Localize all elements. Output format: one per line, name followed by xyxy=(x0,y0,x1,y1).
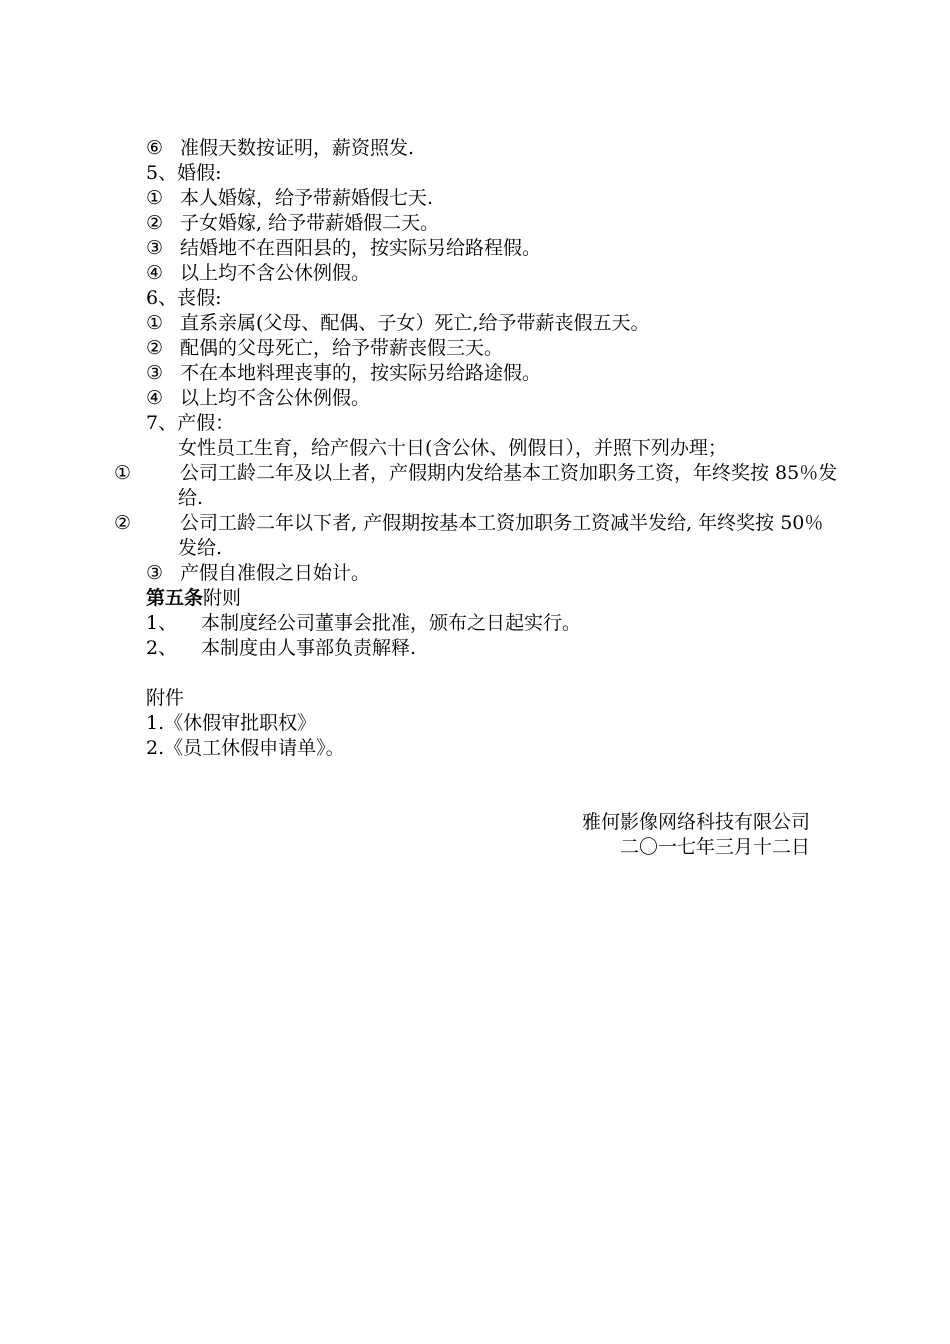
list-item xyxy=(146,186,433,211)
article-heading xyxy=(146,586,241,611)
item-text: 公司工龄二年及以上者，产假期内发给基本工资加职务工资，年终奖按 85％发给. xyxy=(178,462,838,509)
list-item xyxy=(146,336,503,361)
signature-date: 二〇一七年三月十二日 xyxy=(619,836,810,858)
list-item xyxy=(146,211,439,236)
item-marker: ④ xyxy=(146,262,164,284)
item-text: 直系亲属(父母、配偶、子女）死亡,给予带薪丧假五天。 xyxy=(180,312,650,334)
item-marker: ③ xyxy=(146,362,164,384)
item-marker: ① xyxy=(114,462,132,484)
item-text: 本制度经公司董事会批准，颁布之日起实行。 xyxy=(201,612,582,634)
item-number: 2、 xyxy=(146,637,178,659)
attachment-item: 1.《休假审批职权》 xyxy=(146,712,317,734)
list-item xyxy=(146,236,541,261)
list-item xyxy=(114,461,838,511)
item-text: 配偶的父母死亡，给予带薪丧假三天。 xyxy=(180,337,504,359)
list-item xyxy=(146,386,370,411)
list-item xyxy=(146,611,581,636)
list-item xyxy=(146,636,416,661)
item-marker: ② xyxy=(146,212,164,234)
item-text: 本制度由人事部负责解释. xyxy=(201,637,417,659)
list-item xyxy=(114,511,838,561)
item-marker: ② xyxy=(114,512,132,534)
item-text: 不在本地料理丧事的，按实际另给路途假。 xyxy=(180,362,542,384)
article-number: 第五条 xyxy=(146,587,204,609)
list-item xyxy=(146,311,649,336)
item-marker: ⑥ xyxy=(146,137,164,159)
item-number: 1、 xyxy=(146,612,178,634)
item-marker: ② xyxy=(146,337,164,359)
list-item xyxy=(146,561,370,586)
item-marker: ③ xyxy=(146,237,164,259)
section-heading: 5、婚假: xyxy=(146,162,222,184)
section-heading: 7、产假： xyxy=(146,412,235,434)
company-signature: 雅何影像网络科技有限公司 xyxy=(581,811,810,833)
attachments-heading: 附件 xyxy=(146,687,185,709)
item-text: 准假天数按证明，薪资照发. xyxy=(180,137,415,159)
list-item xyxy=(146,136,414,161)
item-text: 本人婚嫁，给予带薪婚假七天. xyxy=(180,187,434,209)
item-text: 以上均不含公休例假。 xyxy=(180,262,371,284)
paragraph: 女性员工生育，给产假六十日(含公休、例假日），并照下列办理； xyxy=(178,437,727,459)
item-text: 子女婚嫁, 给予带薪婚假二天。 xyxy=(180,212,440,234)
list-item xyxy=(146,261,370,286)
article-title: 附则 xyxy=(203,587,242,609)
item-text: 产假自准假之日始计。 xyxy=(180,562,371,584)
item-text: 以上均不含公休例假。 xyxy=(180,387,371,409)
attachment-item: 2.《员工休假申请单》。 xyxy=(146,737,345,759)
item-text: 结婚地不在酉阳县的，按实际另给路程假。 xyxy=(180,237,542,259)
item-marker: ③ xyxy=(146,562,164,584)
item-marker: ① xyxy=(146,187,164,209)
list-item xyxy=(146,361,541,386)
section-heading: 6、丧假: xyxy=(146,287,222,309)
item-text: 公司工龄二年以下者, 产假期按基本工资加职务工资减半发给, 年终奖按 50％发给. xyxy=(178,512,824,559)
item-marker: ① xyxy=(146,312,164,334)
item-marker: ④ xyxy=(146,387,164,409)
